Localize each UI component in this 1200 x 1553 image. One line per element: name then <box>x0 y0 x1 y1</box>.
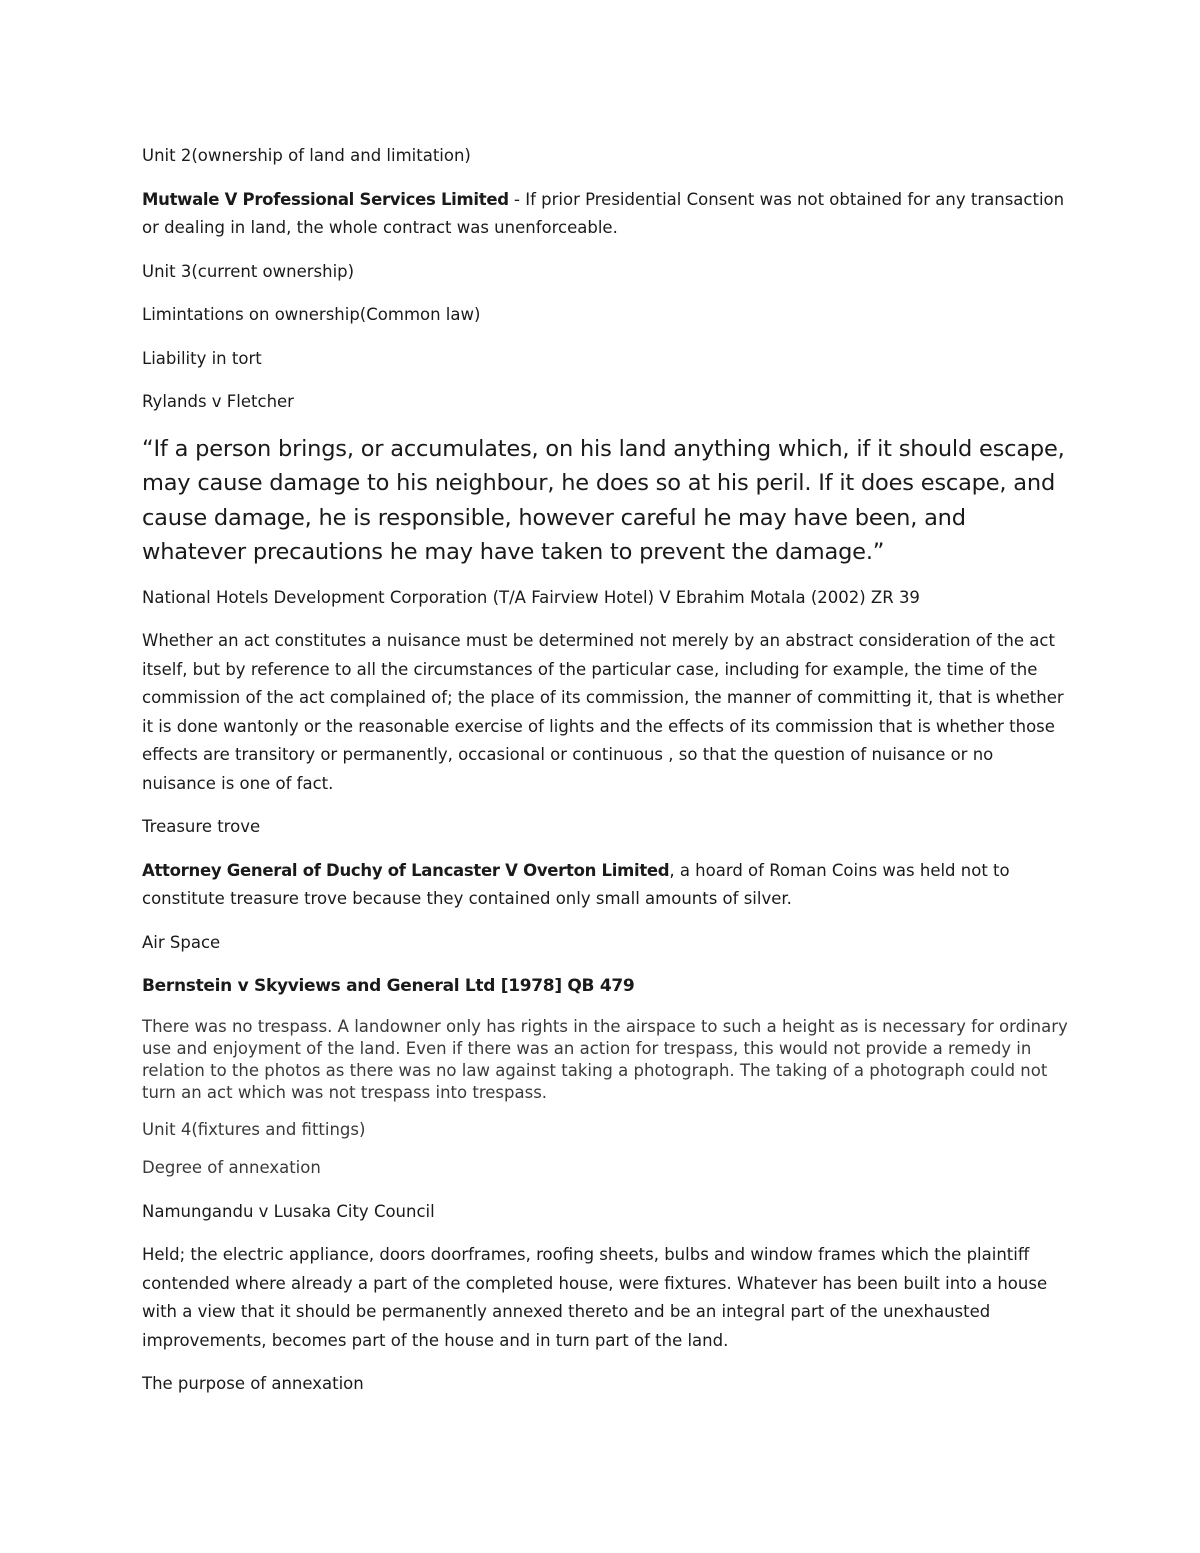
purpose-heading: The purpose of annexation <box>142 1374 364 1393</box>
treasure-heading: Treasure trove <box>142 817 261 836</box>
mutwale-text: If prior Presidential Consent was not obtained for any transaction or dealing in land, the whole contract was unenforceable. <box>142 189 1065 237</box>
overton-paragraph <box>142 857 1072 914</box>
liability-heading: Liability in tort <box>142 348 262 368</box>
overton-text: a hoard of Roman Coins was held not to constitute treasure trove because they contained only small amounts of silver. <box>142 860 1010 908</box>
namungandu-paragraph: Held; the electric appliance, doors doorframes, roofing sheets, bulbs and window frames which the plaintiff contended where already a part of the completed house, were fixtures. Whatever has been built into a house with a view that it should be permanently annexed thereto and be an integral part of the unexhausted improvements, becomes part of the house and in turn part of the land. <box>142 1245 1048 1350</box>
unit3-heading: Unit 3(current ownership) <box>142 261 355 281</box>
nuisance-paragraph: Whether an act constitutes a nuisance must be determined not merely by an abstract consideration of the act itself, but by reference to all the circumstances of the particular case, including for example, the time of the commission of the act complained of; the place of its commission, the manner of committing it, that is whether it is done wantonly or the reasonable exercise of lights and the effects of its commission that is whether those effects are transitory or permanently, occasional or continuous , so that the question of nuisance or no nuisance is one of fact. <box>142 631 1064 793</box>
air-space-heading: Air Space <box>142 932 221 952</box>
national-hotels-case: National Hotels Development Corporation (T/A Fairview Hotel) V Ebrahim Motala (2002) ZR 39 <box>142 587 920 607</box>
bernstein-case: Bernstein v Skyviews and General Ltd [1978] QB 479 <box>142 976 635 996</box>
namungandu-case: Namungandu v Lusaka City Council <box>142 1201 435 1221</box>
overton-case-name: Attorney General of Duchy of Lancaster V Overton Limited <box>142 860 670 880</box>
rylands-heading: Rylands v Fletcher <box>142 392 294 411</box>
document-body <box>142 142 1072 1414</box>
bernstein-paragraph: There was no trespass. A landowner only has rights in the airspace to such a height as is necessary for ordinary use and enjoyment of the land. Even if there was an action for trespass, this would not provide a remedy in relation to the photos as there was no law against taking a photograph. The taking of a photograph could not turn an act which was not trespass into trespass. <box>142 1016 1068 1102</box>
degree-heading: Degree of annexation <box>142 1158 321 1177</box>
limitations-heading: Limintations on ownership(Common law) <box>142 305 481 324</box>
overton-separator: , <box>669 860 680 880</box>
unit2-heading: Unit 2(ownership of land and limitation) <box>142 146 471 165</box>
mutwale-case-name: Mutwale V Professional Services Limited <box>142 189 509 209</box>
mutwale-paragraph <box>142 186 1072 243</box>
unit4-heading: Unit 4(fixtures and fittings) <box>142 1119 366 1139</box>
rylands-quote: “If a person brings, or accumulates, on his land anything which, if it should escape, may cause damage to his neighbour, he does so at his peril. If it does escape, and cause damage, he is responsible, however careful he may have been, and whatever precautions he may have taken to prevent the damage.” <box>142 435 1065 565</box>
mutwale-separator: - <box>508 189 526 209</box>
